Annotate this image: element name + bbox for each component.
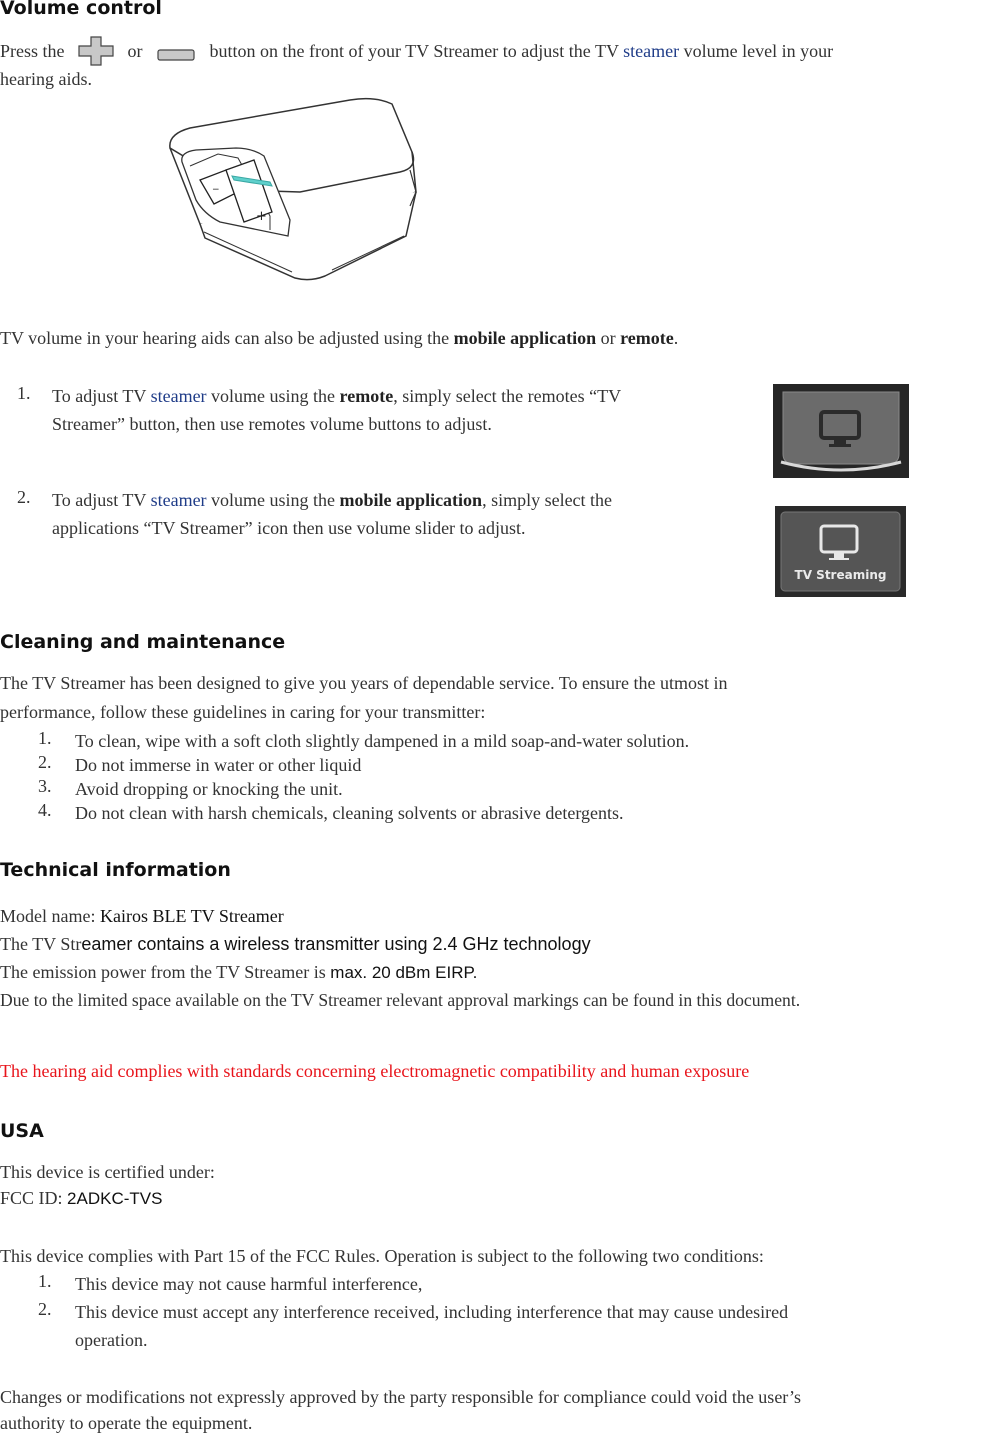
volume-item-remote bbox=[52, 382, 762, 438]
intro-rest-text: button on the front of your TV Streamer to adjust the TV bbox=[209, 41, 619, 62]
item-bold-mobile-app: mobile application bbox=[339, 490, 483, 510]
part15-line: This device complies with Part 15 of the FCC Rules. Operation is subject to the following two conditions: bbox=[0, 1246, 764, 1266]
intro-rest-text-b: volume level in your bbox=[683, 41, 834, 62]
intro-or-text: or bbox=[127, 41, 143, 62]
volume-also-paragraph bbox=[0, 325, 678, 352]
also-end: . bbox=[673, 328, 679, 348]
plus-button-icon bbox=[77, 36, 115, 66]
also-or: or bbox=[600, 328, 616, 348]
item-text-c: , simply select the remotes “TV bbox=[393, 386, 622, 406]
cleaning-item: Do not clean with harsh chemicals, cleaning solvents or abrasive detergents. bbox=[75, 803, 624, 823]
section-heading-cleaning: Cleaning and maintenance bbox=[0, 631, 286, 653]
fcc-id-line bbox=[0, 1185, 162, 1212]
cleaning-item-number: 4. bbox=[38, 800, 52, 820]
usa-item-number: 1. bbox=[38, 1271, 52, 1291]
fcc-id-label: FCC ID: bbox=[0, 1188, 63, 1208]
wireless-line bbox=[0, 931, 591, 958]
item-text: To adjust TV bbox=[52, 490, 147, 510]
app-tv-streaming-icon-image bbox=[775, 506, 906, 597]
item-line2: applications “TV Streamer” icon then use volume slider to adjust. bbox=[52, 518, 526, 538]
usa-item-line1: This device must accept any interference received, including interference that may cause undesired bbox=[75, 1302, 789, 1322]
section-heading-usa: USA bbox=[0, 1120, 44, 1142]
changes-line2: authority to operate the equipment. bbox=[0, 1413, 253, 1433]
intro-press-text: Press the bbox=[0, 41, 65, 62]
app-icon-label: TV Streaming bbox=[794, 568, 887, 582]
emission-power-line bbox=[0, 959, 477, 986]
volume-intro-line1 bbox=[0, 38, 833, 68]
also-text: TV volume in your hearing aids can also be adjusted using the bbox=[0, 328, 450, 348]
section-heading-technical: Technical information bbox=[0, 859, 231, 881]
power-value: max. 20 dBm EIRP. bbox=[330, 963, 478, 982]
volume-item-number: 2. bbox=[17, 487, 31, 507]
model-value: Kairos BLE TV Streamer bbox=[99, 906, 284, 926]
item-line2: Streamer” button, then use remotes volume buttons to adjust. bbox=[52, 414, 492, 434]
item-text-b: volume using the bbox=[211, 490, 336, 510]
intro-steamer-word: steamer bbox=[623, 41, 680, 62]
cleaning-item-number: 3. bbox=[38, 776, 52, 796]
volume-item-number: 1. bbox=[17, 383, 31, 403]
wireless-text-b: eamer contains a wireless transmitter using 2.4 GHz technology bbox=[81, 934, 591, 954]
usa-item-number: 2. bbox=[38, 1299, 52, 1319]
svg-text:−: − bbox=[212, 185, 220, 195]
cleaning-item-number: 2. bbox=[38, 752, 52, 772]
also-remote: remote bbox=[620, 328, 674, 348]
item-text: To adjust TV bbox=[52, 386, 147, 406]
model-name-line bbox=[0, 903, 284, 930]
limited-space-line: Due to the limited space available on the TV Streamer relevant approval markings can be found in this document. bbox=[0, 990, 801, 1010]
section-heading-volume-control: Volume control bbox=[0, 0, 162, 19]
changes-line1: Changes or modifications not expressly approved by the party responsible for compliance could void the user’s bbox=[0, 1387, 801, 1407]
also-mobile-app: mobile application bbox=[453, 328, 597, 348]
item-bold-remote: remote bbox=[339, 386, 394, 406]
svg-text:+: + bbox=[256, 209, 267, 224]
item-text-c: , simply select the bbox=[482, 490, 613, 510]
cleaning-item-number: 1. bbox=[38, 728, 52, 748]
minus-button-icon bbox=[157, 43, 195, 57]
usa-item-line2: operation. bbox=[75, 1330, 148, 1350]
model-label: Model name: bbox=[0, 906, 96, 926]
certified-under-line: This device is certified under: bbox=[0, 1162, 215, 1182]
tv-streamer-device-illustration bbox=[160, 96, 425, 282]
volume-intro-line2: hearing aids. bbox=[0, 69, 92, 89]
cleaning-item: To clean, wipe with a soft cloth slightly dampened in a mild soap-and-water solution. bbox=[75, 731, 690, 751]
usa-item: This device may not cause harmful interference, bbox=[75, 1274, 423, 1294]
fcc-id-value: 2ADKC-TVS bbox=[67, 1189, 163, 1208]
volume-item-mobile-app bbox=[52, 486, 762, 542]
power-text: The emission power from the TV Streamer is bbox=[0, 962, 326, 982]
cleaning-intro-line2: performance, follow these guidelines in caring for your transmitter: bbox=[0, 702, 486, 722]
item-steamer-word: steamer bbox=[150, 490, 207, 510]
cleaning-item: Avoid dropping or knocking the unit. bbox=[75, 779, 343, 799]
usa-item bbox=[75, 1298, 788, 1354]
item-steamer-word: steamer bbox=[150, 386, 207, 406]
remote-tv-streamer-button-image bbox=[773, 384, 909, 478]
wireless-text-a: The TV Str bbox=[0, 934, 82, 954]
cleaning-item: Do not immerse in water or other liquid bbox=[75, 755, 362, 775]
item-text-b: volume using the bbox=[211, 386, 336, 406]
complies-statement: The hearing aid complies with standards concerning electromagnetic compatibility and human exposure bbox=[0, 1061, 750, 1081]
cleaning-intro-line1: The TV Streamer has been designed to give you years of dependable service. To ensure the utmost in bbox=[0, 673, 728, 693]
